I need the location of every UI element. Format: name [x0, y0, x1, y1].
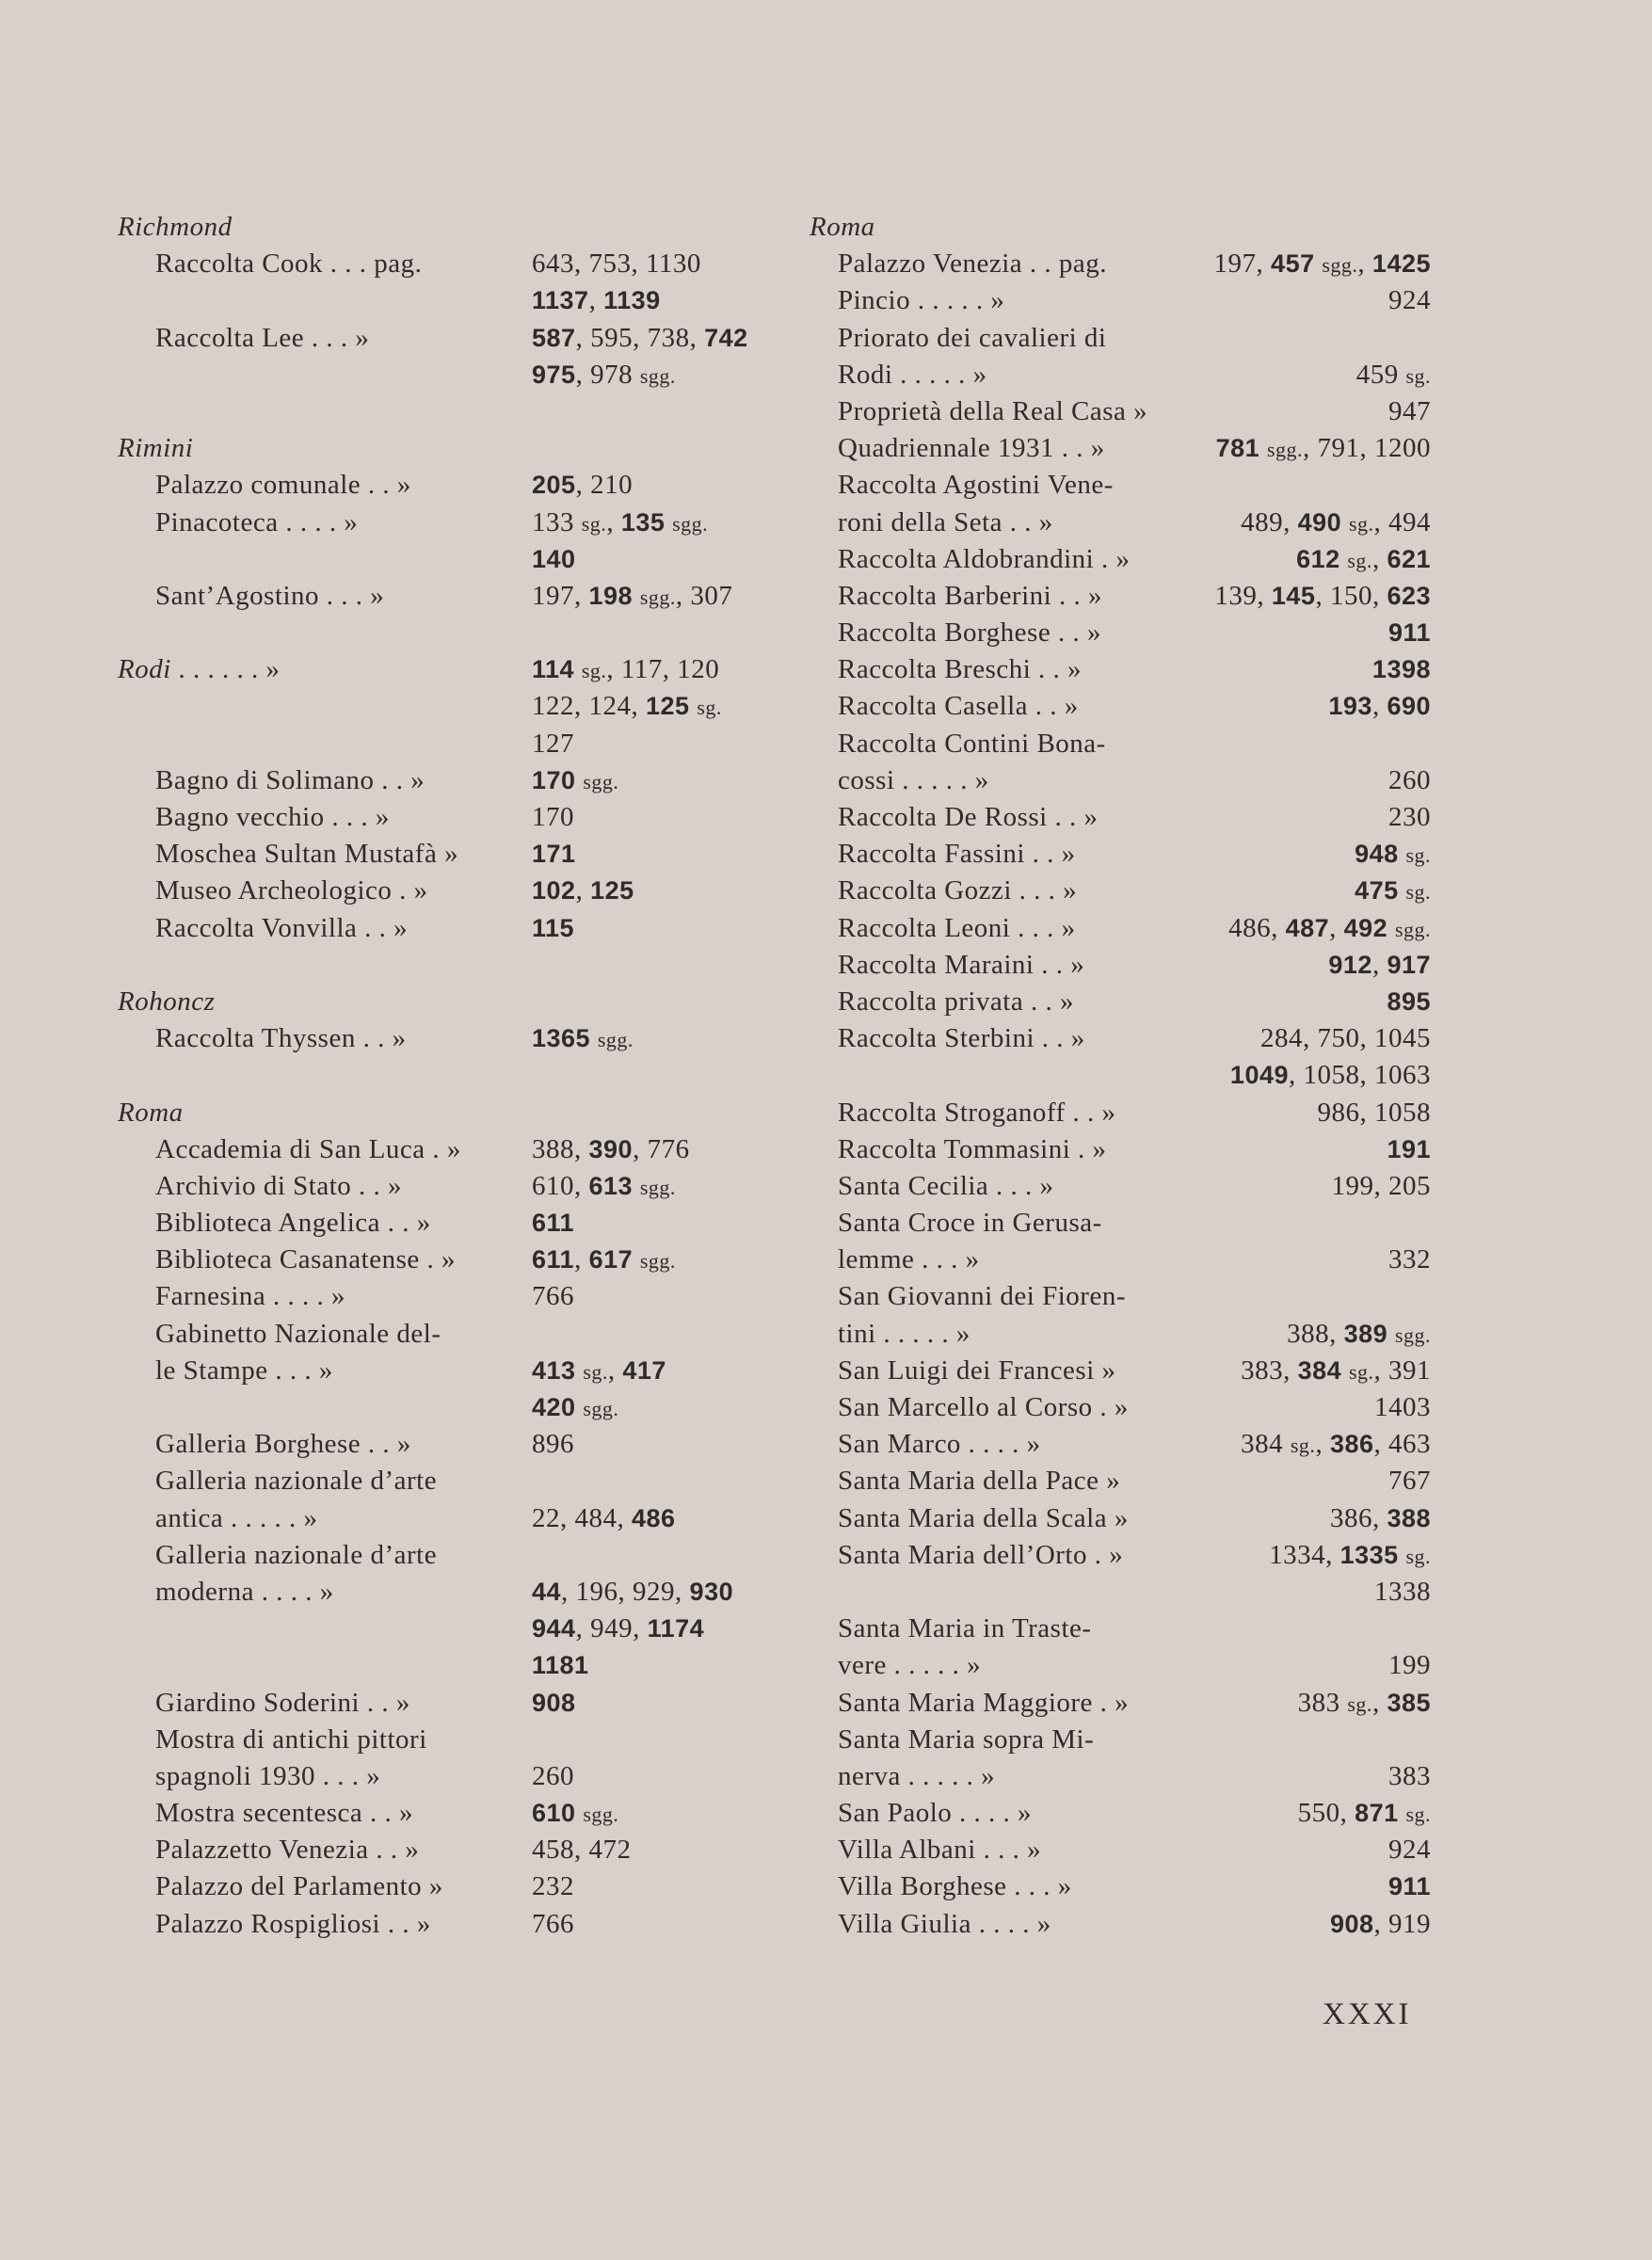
page-references: 947 — [1388, 395, 1431, 426]
page-references: 944, 949, 1174 — [532, 1613, 705, 1644]
page-references: 191 — [1387, 1134, 1431, 1163]
entry-label: antica . . . . . » — [155, 1502, 318, 1533]
page-references: 612 sg., 621 — [1296, 543, 1431, 574]
entry-label: Palazzo del Parlamento » — [155, 1871, 443, 1902]
entry-label: Gabinetto Nazionale del- — [155, 1318, 441, 1349]
index-entry — [118, 1832, 758, 1868]
index-entry — [810, 430, 1431, 467]
entry-label: San Marcello al Corso . » — [838, 1392, 1129, 1422]
entry-label: spagnoli 1930 . . . » — [155, 1760, 381, 1791]
index-entry — [118, 1242, 758, 1278]
page-references: 766 — [532, 1908, 574, 1939]
location-heading: Rimini — [118, 433, 194, 464]
entry-label: Palazzetto Venezia . . » — [155, 1835, 420, 1866]
index-entry — [810, 246, 1431, 282]
index-entry — [118, 505, 758, 541]
entry-label: Santa Maria Maggiore . » — [838, 1687, 1130, 1718]
page-references: 114 sg., 117, 120 — [532, 654, 720, 685]
index-entry — [810, 1426, 1431, 1463]
entry-label: Raccolta Stroganoff . . » — [838, 1097, 1116, 1128]
index-entry — [810, 1205, 1431, 1242]
entry-label: Villa Albani . . . » — [838, 1835, 1042, 1866]
entry-label: Santa Maria della Scala » — [838, 1502, 1129, 1533]
page-references: 197, 457 sgg., 1425 — [1213, 248, 1431, 280]
page-references: 587, 595, 738, 742 — [532, 322, 748, 353]
index-entry — [118, 1574, 758, 1611]
index-entry — [810, 947, 1431, 984]
entry-label: Mostra di antichi pittori — [155, 1723, 427, 1755]
index-entry — [118, 762, 758, 799]
index-entry — [810, 1611, 1431, 1647]
page-references: 384 sg., 386, 463 — [1241, 1429, 1431, 1460]
page-references: 1181 — [532, 1651, 589, 1680]
entry-label: vere . . . . . » — [838, 1650, 982, 1681]
entry-label: Rodi . . . . . » — [838, 359, 987, 390]
entry-label: Raccolta Lee . . . » — [155, 322, 370, 353]
page-references: 127 — [532, 728, 574, 759]
page-references: 260 — [532, 1760, 574, 1791]
page-references: 413 sg., 417 — [532, 1354, 666, 1386]
page-references: 386, 388 — [1329, 1502, 1431, 1533]
entry-label: Raccolta De Rossi . . » — [838, 802, 1099, 832]
location-heading: Rohoncz — [118, 986, 216, 1017]
entry-label: Raccolta Tommasini . » — [838, 1133, 1107, 1164]
page-references: 1137, 1139 — [532, 285, 661, 316]
page-ref-continuation — [118, 1647, 758, 1684]
page-references: 1365 sgg. — [532, 1024, 634, 1053]
blank-line — [118, 947, 758, 984]
entry-label: San Marco . . . . » — [838, 1429, 1041, 1460]
page-references: 140 — [532, 544, 576, 573]
entry-label: Villa Borghese . . . » — [838, 1871, 1072, 1902]
blank-line — [118, 1057, 758, 1094]
index-entry — [118, 1278, 758, 1315]
page-references: 781 sgg., 791, 1200 — [1215, 433, 1431, 464]
entry-label: Archivio di Stato . . » — [155, 1170, 403, 1201]
entry-label: Raccolta Thyssen . . » — [155, 1023, 407, 1054]
index-entry — [810, 1722, 1431, 1758]
page-references: 44, 196, 929, 930 — [532, 1576, 734, 1607]
index-entry — [118, 1868, 758, 1905]
page-number: XXXI — [1323, 1997, 1412, 2031]
index-entry — [118, 1722, 758, 1758]
index-entry — [810, 1168, 1431, 1205]
index-entry — [118, 1537, 758, 1574]
index-entry — [810, 1463, 1431, 1499]
entry-label: Accademia di San Luca . » — [155, 1133, 461, 1164]
page-references: 1334, 1335 sg. — [1269, 1539, 1431, 1570]
location-heading: Roma — [118, 1097, 184, 1128]
index-entry — [118, 246, 758, 282]
index-entry — [810, 873, 1431, 909]
entry-label: Priorato dei cavalieri di — [838, 322, 1107, 353]
entry-label: Raccolta Gozzi . . . » — [838, 875, 1078, 906]
entry-label: moderna . . . . » — [155, 1576, 334, 1607]
entry-label: Quadriennale 1931 . . » — [838, 433, 1105, 464]
entry-label: Raccolta Borghese . . » — [838, 617, 1101, 649]
index-entry — [810, 1131, 1431, 1168]
entry-label: Galleria nazionale d’arte — [155, 1539, 438, 1570]
index-entry — [118, 1168, 758, 1205]
index-entry — [810, 320, 1431, 357]
entry-label: Santa Croce in Gerusa- — [838, 1208, 1102, 1239]
entry-label: Sant’Agostino . . . » — [155, 580, 385, 611]
entry-label: Palazzo comunale . . » — [155, 470, 411, 501]
entry-label: roni della Seta . . » — [838, 506, 1053, 537]
blank-line — [118, 393, 758, 430]
page-references: 459 sg. — [1355, 359, 1431, 390]
index-entry — [810, 1316, 1431, 1353]
index-entry — [118, 1758, 758, 1795]
entry-label: lemme . . . » — [838, 1244, 980, 1275]
location-heading: Richmond — [118, 212, 233, 242]
index-entry — [810, 1095, 1431, 1131]
page-references: 486, 487, 492 sgg. — [1228, 912, 1431, 943]
entry-label: Pinacoteca . . . . » — [155, 506, 359, 537]
page-references: 475 sg. — [1355, 876, 1431, 906]
entry-label: Galleria nazionale d’arte — [155, 1466, 438, 1497]
page-references: 611 — [532, 1209, 575, 1238]
page-references: 420 sgg. — [532, 1393, 619, 1421]
page-references: 610 sgg. — [532, 1799, 619, 1828]
index-entry — [118, 1426, 758, 1463]
location-heading: Roma — [810, 212, 875, 242]
page-references: 643, 753, 1130 — [532, 248, 701, 280]
entry-label: Palazzo Rospigliosi . . » — [155, 1908, 431, 1939]
index-entry — [810, 1242, 1431, 1278]
page-references: 908 — [532, 1688, 576, 1717]
page-references: 550, 871 sg. — [1297, 1798, 1431, 1829]
page-ref-continuation — [118, 1389, 758, 1426]
index-entry — [810, 578, 1431, 615]
index-entry — [810, 1758, 1431, 1795]
index-entry — [810, 799, 1431, 836]
entry-label: Raccolta Fassini . . » — [838, 839, 1076, 870]
page-ref-continuation — [118, 688, 758, 725]
page-references: 332 — [1388, 1244, 1431, 1275]
index-entry — [118, 1685, 758, 1722]
index-entry — [810, 357, 1431, 393]
page-references: 232 — [532, 1871, 574, 1902]
entry-label: Proprietà della Real Casa » — [838, 395, 1148, 426]
page-references: 986, 1058 — [1317, 1097, 1431, 1128]
page-references: 171 — [532, 840, 576, 869]
page-references: 383, 384 sg., 391 — [1241, 1354, 1431, 1386]
entry-label: San Luigi dei Francesi » — [838, 1354, 1116, 1386]
index-entry — [810, 1020, 1431, 1057]
page-references: 383 sg., 385 — [1297, 1687, 1431, 1718]
index-entry — [118, 1316, 758, 1353]
index-entry — [118, 1463, 758, 1499]
index-entry — [810, 615, 1431, 651]
index-entry — [810, 505, 1431, 541]
page-references: 896 — [532, 1429, 574, 1460]
index-column-left — [118, 209, 758, 1943]
page-references: 170 sgg. — [532, 765, 619, 794]
index-entry — [118, 910, 758, 947]
index-entry — [810, 984, 1431, 1020]
entry-label: Museo Archeologico . » — [155, 875, 428, 906]
entry-label: Villa Giulia . . . . » — [838, 1908, 1051, 1939]
page-references: 911 — [1387, 1872, 1431, 1901]
index-entry — [118, 873, 758, 909]
entry-label: le Stampe . . . » — [155, 1354, 333, 1386]
entry-label: Mostra secentesca . . » — [155, 1798, 414, 1829]
page-references: 766 — [532, 1281, 574, 1312]
index-entry — [118, 799, 758, 836]
index-entry — [810, 1832, 1431, 1868]
page-references: 1403 — [1374, 1392, 1431, 1422]
index-entry — [810, 1795, 1431, 1832]
entry-label: Santa Maria della Pace » — [838, 1466, 1121, 1497]
index-entry — [810, 1389, 1431, 1426]
page-references: 170 — [532, 802, 574, 832]
page-ref-continuation — [118, 282, 758, 319]
page-ref-continuation — [118, 357, 758, 393]
index-entry — [810, 1353, 1431, 1389]
page-references: 610, 613 sgg. — [532, 1170, 676, 1201]
entry-label: Raccolta privata . . » — [838, 986, 1074, 1017]
index-entry — [810, 910, 1431, 947]
index-entry — [810, 1278, 1431, 1315]
index-entry — [118, 836, 758, 873]
entry-label: Raccolta Maraini . . » — [838, 949, 1085, 980]
page-references: 458, 472 — [532, 1835, 632, 1866]
entry-label: Bagno di Solimano . . » — [155, 764, 425, 795]
page-references: 1049, 1058, 1063 — [1229, 1060, 1431, 1091]
entry-label: Raccolta Agostini Vene- — [838, 470, 1114, 501]
entry-label: San Paolo . . . . » — [838, 1798, 1033, 1829]
entry-label: Pincio . . . . . » — [838, 285, 1005, 316]
index-entry — [810, 762, 1431, 799]
entry-label: cossi . . . . . » — [838, 764, 989, 795]
entry-label: Raccolta Aldobrandini . » — [838, 543, 1131, 574]
index-entry — [810, 1868, 1431, 1905]
page-references: 205, 210 — [532, 470, 634, 501]
page-references: 197, 198 sgg., 307 — [532, 580, 733, 611]
index-entry — [810, 1537, 1431, 1574]
index-entry — [118, 1795, 758, 1832]
index-entry — [118, 1353, 758, 1389]
index-entry — [810, 1500, 1431, 1537]
index-entry — [810, 282, 1431, 319]
page-ref-continuation — [118, 541, 758, 578]
page-references: 133 sg., 135 sgg. — [532, 506, 709, 537]
entry-label: Moschea Sultan Mustafà » — [155, 839, 459, 870]
index-entry — [810, 467, 1431, 504]
index-entry — [810, 393, 1431, 430]
entry-label: Giardino Soderini . . » — [155, 1687, 410, 1718]
index-entry — [118, 1020, 758, 1057]
page-references: 1338 — [1374, 1576, 1431, 1607]
page-references: 139, 145, 150, 623 — [1214, 580, 1431, 611]
index-entry — [810, 726, 1431, 762]
entry-label: Biblioteca Angelica . . » — [155, 1208, 431, 1239]
entry-label: Santa Maria sopra Mi- — [838, 1723, 1095, 1755]
index-entry — [118, 1906, 758, 1943]
page-references: 284, 750, 1045 — [1260, 1023, 1431, 1054]
page-references: 199 — [1388, 1650, 1431, 1681]
page-references: 122, 124, 125 sg. — [532, 691, 722, 722]
page-references: 193, 690 — [1328, 691, 1431, 722]
page-references: 924 — [1388, 285, 1431, 316]
entry-label: Raccolta Breschi . . » — [838, 654, 1083, 685]
entry-label: Raccolta Leoni . . . » — [838, 912, 1076, 943]
entry-label: nerva . . . . . » — [838, 1760, 996, 1791]
page-references: 230 — [1388, 802, 1431, 832]
entry-label: Raccolta Cook . . . pag. — [155, 248, 423, 280]
entry-label: Raccolta Contini Bona- — [838, 728, 1106, 759]
page-references: 489, 490 sg., 494 — [1241, 506, 1431, 537]
blank-line — [118, 615, 758, 651]
page-references: 260 — [1388, 764, 1431, 795]
page-references: 22, 484, 486 — [532, 1502, 676, 1533]
index-entry — [810, 541, 1431, 578]
entry-label: Raccolta Casella . . » — [838, 691, 1079, 722]
page-references: 911 — [1387, 618, 1431, 648]
entry-label: Palazzo Venezia . . pag. — [838, 248, 1108, 280]
page-references: 912, 917 — [1328, 949, 1431, 980]
page-ref-continuation — [118, 726, 758, 762]
page-references: 611, 617 sgg. — [532, 1244, 676, 1275]
index-entry — [810, 1906, 1431, 1943]
index-entry — [118, 651, 758, 688]
entry-label: Raccolta Vonvilla . . » — [155, 912, 409, 943]
page-references: 895 — [1387, 986, 1431, 1016]
page-references: 115 — [532, 913, 575, 942]
page-references: 388, 389 sgg. — [1287, 1318, 1431, 1349]
page-references: 948 sg. — [1355, 840, 1431, 869]
page-references: 383 — [1388, 1760, 1431, 1791]
entry-label: Rodi . . . . . . » — [118, 654, 281, 685]
page-references: 199, 205 — [1331, 1170, 1431, 1201]
index-entry — [118, 578, 758, 615]
index-entry — [810, 1647, 1431, 1684]
entry-label: Santa Maria dell’Orto . » — [838, 1539, 1124, 1570]
page-references: 388, 390, 776 — [532, 1133, 690, 1164]
entry-label: tini . . . . . » — [838, 1318, 970, 1349]
page-references: 1398 — [1371, 655, 1431, 684]
index-entry — [118, 1205, 758, 1242]
entry-label: Santa Cecilia . . . » — [838, 1170, 1054, 1201]
entry-label: Raccolta Barberini . . » — [838, 580, 1102, 611]
entry-label: Galleria Borghese . . » — [155, 1429, 411, 1460]
page-references: 102, 125 — [532, 875, 634, 906]
index-entry — [118, 320, 758, 357]
index-entry — [118, 1131, 758, 1168]
page-references: 975, 978 sgg. — [532, 359, 676, 390]
page-ref-continuation — [810, 1574, 1431, 1611]
entry-label: Raccolta Sterbini . . » — [838, 1023, 1085, 1054]
page-references: 908, 919 — [1329, 1908, 1431, 1939]
index-entry — [810, 1685, 1431, 1722]
index-entry — [118, 467, 758, 504]
index-entry — [118, 1500, 758, 1537]
index-entry — [810, 836, 1431, 873]
entry-label: Farnesina . . . . » — [155, 1281, 345, 1312]
page-references: 924 — [1388, 1835, 1431, 1866]
index-entry — [810, 688, 1431, 725]
entry-label: San Giovanni dei Fioren- — [838, 1281, 1126, 1312]
index-entry — [810, 651, 1431, 688]
page-references: 767 — [1388, 1466, 1431, 1497]
entry-label: Biblioteca Casanatense . » — [155, 1244, 457, 1275]
entry-label: Bagno vecchio . . . » — [155, 802, 390, 832]
index-column-right — [810, 209, 1431, 1943]
entry-label: Santa Maria in Traste- — [838, 1613, 1092, 1644]
page-ref-continuation — [118, 1611, 758, 1647]
page-ref-continuation — [810, 1057, 1431, 1094]
